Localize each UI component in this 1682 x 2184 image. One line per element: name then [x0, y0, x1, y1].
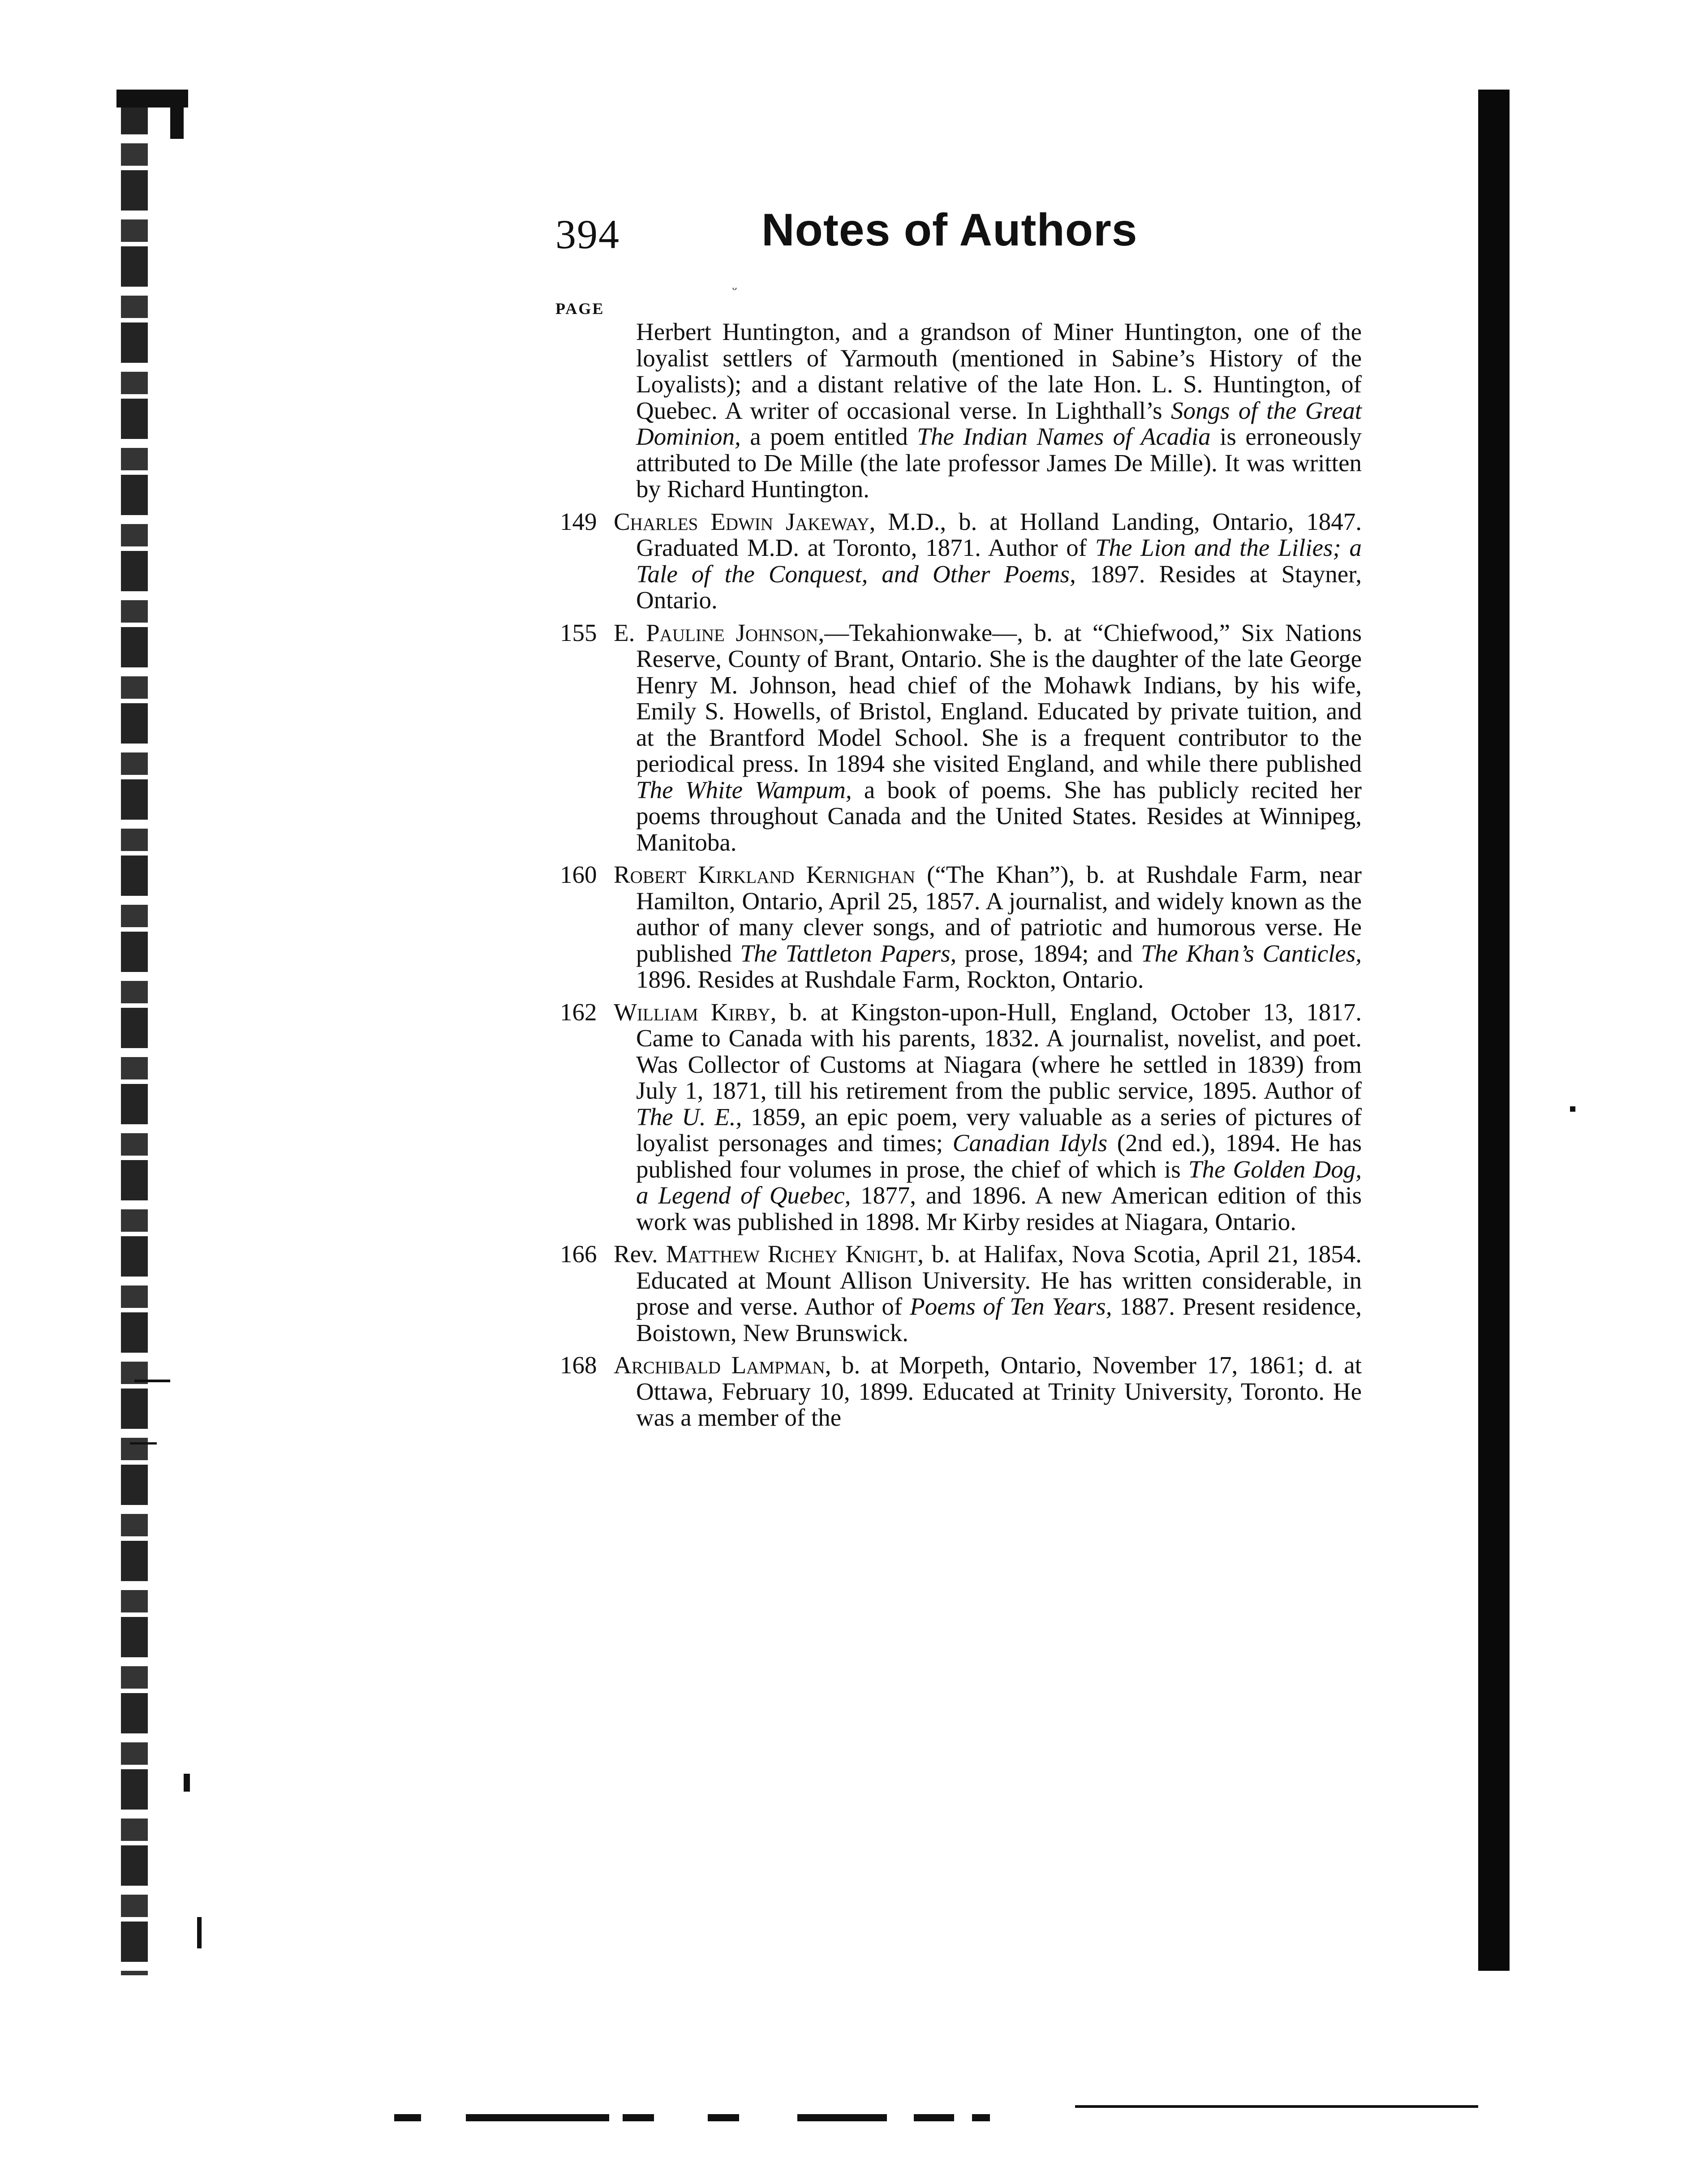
entry-text: 1897. Resides at Stayner, Ontario.: [636, 560, 1362, 614]
scan-debris: [623, 2114, 654, 2121]
author-name: Matthew Richey Knight: [666, 1240, 918, 1268]
author-entry: [560, 862, 1362, 993]
work-title: The Khan’s Canticles,: [1141, 939, 1362, 967]
author-name: Archibald Lampman: [614, 1351, 825, 1379]
entry-page-reference: 166: [560, 1240, 597, 1268]
entry-text: 1859, an epic poem, very valuable as a series of pictures of loyalist personages and times;: [636, 1103, 1362, 1156]
scan-speck: [130, 1442, 157, 1445]
scan-debris: [1075, 2105, 1478, 2108]
entry-text: 1877, and 1896. A new American edition of this work was published in 1898. Mr Kirby resides at Niagara, Ontario.: [636, 1182, 1362, 1235]
entry-text: Rev.: [614, 1240, 666, 1268]
entry-page-reference: 149: [560, 507, 597, 535]
entry-text: (2nd ed.), 1894. He has published four volumes in prose, the chief of which is: [636, 1129, 1362, 1183]
scan-debris: [914, 2114, 954, 2121]
entry-page-reference: 155: [560, 619, 597, 646]
entry-text: a book of poems. She has publicly recited her poems throughout Canada and the United States. Resides at Winnipeg, Manitoba.: [636, 776, 1362, 856]
entry-text: prose, 1894; and: [956, 939, 1141, 967]
entry-text: , b. at Halifax, Nova Scotia, April 21, 1854. Educated at Mount Allison University. He has written considerable, in prose and verse. Author of: [636, 1240, 1362, 1320]
entry-text: is erroneously attributed to De Mille (the late professor James De Mille). It was written by Richard Huntington.: [636, 423, 1362, 503]
entry-page-reference: 160: [560, 861, 597, 888]
scan-debris: [972, 2114, 990, 2121]
work-title: The Indian Names of Acadia: [917, 423, 1211, 450]
scan-edge-left-hook: [170, 90, 184, 139]
work-title: The Tattleton Papers,: [740, 939, 957, 967]
entry-text: Herbert Huntington, and a grandson of Miner Huntington, one of the loyalist settlers of Yarmouth (mentioned in Sabine’s History of the Loyalists); and a distant relative of the late Hon. L. S. Huntington, of Quebec. A writer of occasional verse. In Lighthall’s: [636, 318, 1362, 424]
author-notes: [560, 319, 1362, 1431]
page-title: Notes of Authors: [761, 204, 1138, 255]
work-title: Canadian Idyls: [952, 1129, 1108, 1156]
scan-speck: [184, 1774, 190, 1792]
page-number: 394: [555, 211, 620, 257]
work-title: The U. E.,: [636, 1103, 742, 1131]
author-name: William Kirby: [614, 998, 770, 1026]
scan-debris: [708, 2114, 739, 2121]
entry-text: a poem entitled: [740, 423, 917, 450]
scan-speck: [1570, 1106, 1575, 1112]
scan-speck: [197, 1917, 202, 1948]
page-column-label: PAGE: [555, 300, 605, 318]
author-name: Charles Edwin Jakeway: [614, 507, 869, 535]
author-entry-continued: [560, 319, 1362, 503]
scan-debris: [394, 2114, 421, 2121]
entry-page-reference: 168: [560, 1351, 597, 1379]
scan-edge-right: [1478, 90, 1510, 1971]
entry-text: , b. at Kingston-upon-Hull, England, October 13, 1817. Came to Canada with his parents, 1832. A journalist, novelist, and poet. Was Collector of Customs at Niagara (where he settled in 1839) from July 1, 1871, till his retirement from the public service, 1895. Author of: [636, 998, 1362, 1104]
author-entry: [560, 509, 1362, 614]
entry-text: , b. at Morpeth, Ontario, November 17, 1861; d. at Ottawa, February 10, 1899. Educated at Trinity University, Toronto. He was a member of the: [636, 1351, 1362, 1431]
author-entry: [560, 1352, 1362, 1431]
work-title: The White Wampum,: [636, 776, 852, 804]
scan-debris: [466, 2114, 609, 2121]
entry-text: ,—Tekahionwake—, b. at “Chiefwood,” Six Nations Reserve, County of Brant, Ontario. She is the daughter of the late George Henry M. Johnson, head chief of the Mohawk Indians, by his wife, Emily S. Howells, of Bristol, England. Educated by private tuition, and at the Brantford Model School. She is a frequent contributor to the periodical press. In 1894 she visited England, and while there published: [636, 619, 1362, 777]
entry-text: (“The Khan”), b. at Rushdale Farm, near Hamilton, Ontario, April 25, 1857. A journalist, and widely known as the author of many clever songs, and of patriotic and humorous verse. He published: [636, 861, 1362, 967]
entry-page-reference: 162: [560, 998, 597, 1026]
scan-debris: [797, 2114, 887, 2121]
printer-mark: ᵕ: [732, 281, 737, 298]
author-entry: [560, 999, 1362, 1235]
work-title: The Golden Dog, a Legend of Quebec,: [636, 1155, 1362, 1209]
entry-text: 1896. Resides at Rushdale Farm, Rockton, Ontario.: [636, 966, 1144, 993]
entry-text: 1887. Present residence, Boistown, New Brunswick.: [636, 1293, 1362, 1346]
scan-edge-left: [121, 94, 148, 1975]
work-title: Poems of Ten Years,: [910, 1293, 1112, 1320]
author-entry: [560, 620, 1362, 856]
work-title: Songs of the Great Dominion,: [636, 396, 1362, 450]
work-title: The Lion and the Lilies; a Tale of the Conquest, and Other Poems,: [636, 534, 1362, 588]
author-name: E. Pauline Johnson: [614, 619, 818, 646]
entry-text: , M.D., b. at Holland Landing, Ontario, 1847. Graduated M.D. at Toronto, 1871. Author of: [636, 507, 1362, 561]
scan-speck: [134, 1380, 170, 1382]
author-name: Robert Kirkland Kernighan: [614, 861, 916, 888]
author-entry: [560, 1241, 1362, 1346]
